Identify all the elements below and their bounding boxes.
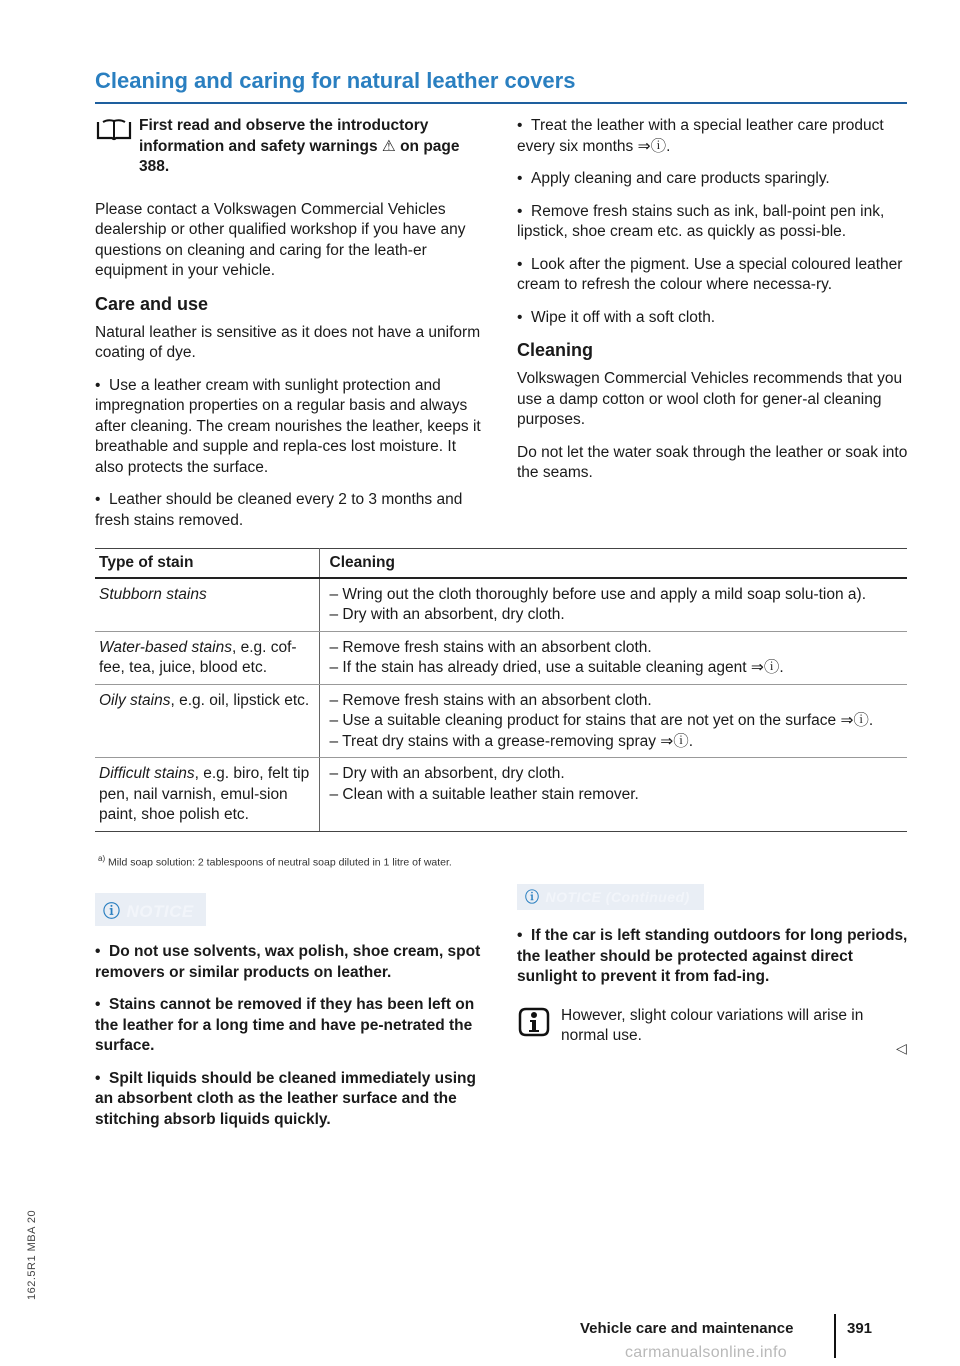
footnote-text: Mild soap solution: 2 tablespoons of neutral soap diluted in 1 litre of water. — [108, 856, 452, 869]
right-column — [517, 116, 909, 496]
column-header-cleaning: Cleaning — [319, 549, 907, 578]
table-header-row — [95, 549, 907, 578]
watermark: carmanualsonline.info — [625, 1344, 787, 1361]
cleaning-step: – Use a suitable cleaning product for stains that are not yet on the surface ⇒ⓘ. — [329, 712, 874, 729]
cleaning-paragraph: Volkswagen Commercial Vehicles recommends that you use a damp cotton or wool cloth for gener-al cleaning purposes. — [517, 370, 903, 428]
care-bullet: • Wipe it off with a soft cloth. — [517, 308, 909, 329]
care-bullet: • Look after the pigment. Use a special coloured leather cream to refresh the colour where necessa-ry. — [517, 255, 909, 296]
stain-table — [95, 548, 907, 832]
cleaning-step: – If the stain has already dried, use a suitable cleaning agent ⇒ⓘ. — [329, 659, 784, 676]
left-column — [95, 116, 487, 543]
end-of-section-icon: ◁ — [896, 1040, 907, 1056]
footnote — [98, 854, 452, 869]
stain-type-cell — [95, 758, 319, 832]
care-bullet: • Use a leather cream with sunlight protection and impregnation properties on a regular basis and always after cleaning. The cream nourishes the leather, keeps it breathable and supple and repla-ces lost moisture. It also protects the surface. — [95, 376, 487, 479]
cleaning-step: – Wring out the cloth thoroughly before use and apply a mild soap solu-tion a). — [329, 585, 867, 603]
intro-note — [95, 116, 487, 178]
cleaning-step: – Remove fresh stains with an absorbent cloth. — [329, 638, 652, 656]
stain-examples: , e.g. oil, lipstick etc. — [170, 691, 310, 709]
footer-divider — [834, 1314, 836, 1358]
stain-type-cell — [95, 631, 319, 684]
cleaning-cell — [319, 578, 907, 632]
table-row — [95, 578, 907, 632]
cleaning-heading: Cleaning — [517, 340, 594, 360]
cleaning-step: – Treat dry stains with a grease-removing spray ⇒ⓘ. — [329, 732, 694, 750]
notice-box — [95, 893, 487, 1142]
care-bullet: • Treat the leather with a special leather care product every six months ⇒ⓘ. — [517, 116, 909, 157]
contact-paragraph: Please contact a Volkswagen Commercial Vehicles dealership or other qualified workshop if you have any questions on cleaning and caring for the leath-er equipment in your vehicle. — [95, 200, 466, 279]
care-bullet: • Apply cleaning and care products sparingly. — [517, 169, 909, 190]
cleaning-cell — [319, 758, 907, 832]
notice-label: NOTICE — [126, 902, 194, 921]
document-code: 162.5R1 MBA 20 — [26, 1209, 38, 1300]
stain-type: Water-based stains — [99, 638, 232, 656]
stain-type-cell — [95, 684, 319, 758]
cleaning-step: – Dry with an absorbent, dry cloth. — [329, 606, 565, 623]
page-title: Cleaning and caring for natural leather covers — [95, 68, 907, 104]
table-row — [95, 758, 907, 832]
notice-badge — [517, 884, 704, 910]
care-bullet: • Remove fresh stains such as ink, ball-point pen ink, lipstick, shoe cream etc. as quickly as possi-ble. — [517, 202, 909, 243]
stain-type: Stubborn stains — [99, 585, 207, 603]
info-note — [517, 1006, 909, 1047]
notice-continued-box — [517, 884, 909, 1047]
notice-badge — [95, 893, 206, 926]
notice-bullet: • Spilt liquids should be cleaned immediately using an absorbent cloth as the leather surface and the stitching absorb liquids quickly. — [95, 1069, 487, 1131]
notice-bullet: • Stains cannot be removed if they has been left on the leather for a long time and have pe-netrated the surface. — [95, 995, 487, 1057]
care-heading: Care and use — [95, 293, 209, 314]
cleaning-step: – Clean with a suitable leather stain remover. — [329, 785, 639, 803]
page-number: 391 — [847, 1320, 873, 1337]
cleaning-paragraph: Do not let the water soak through the leather or soak into the seams. — [517, 443, 908, 481]
footer-section-title: Vehicle care and maintenance — [580, 1320, 794, 1337]
column-header-stain: Type of stain — [95, 549, 319, 578]
info-i-icon — [517, 1006, 551, 1038]
stain-type: Oily stains — [99, 691, 171, 709]
intro-page-ref: on page 388. — [139, 137, 460, 175]
care-bullet: • Leather should be cleaned every 2 to 3 months and fresh stains removed. — [95, 490, 487, 531]
warning-icon: ⚠ — [381, 137, 396, 155]
footnote-mark: a) — [98, 854, 106, 863]
intro-text: First read and observe the introductory information and safety warnings — [139, 117, 429, 155]
cleaning-cell — [319, 631, 907, 684]
notice-bullet: • Do not use solvents, wax polish, shoe cream, spot removers or similar products on leather. — [95, 942, 487, 983]
info-text: However, slight colour variations will arise in normal use. — [561, 1006, 864, 1044]
stain-examples: , e.g. cof-fee, tea, juice, blood etc. — [99, 638, 297, 676]
notice-bullet: • If the car is left standing outdoors for long periods, the leather should be protected against direct sunlight to prevent it from fad-ing. — [517, 926, 909, 988]
stain-examples: , e.g. biro, felt tip pen, nail varnish, emul-sion paint, shoe polish etc. — [99, 765, 310, 823]
care-intro: Natural leather is sensitive as it does not have a uniform coating of dye. — [95, 323, 481, 361]
table-row — [95, 684, 907, 758]
info-circle-icon: ⓘ — [525, 889, 540, 905]
table-row — [95, 631, 907, 684]
book-icon — [95, 118, 133, 142]
cleaning-step: – Dry with an absorbent, dry cloth. — [329, 765, 565, 782]
cleaning-cell — [319, 684, 907, 758]
stain-type: Difficult stains — [99, 765, 195, 782]
notice-label: NOTICE (Continued) — [545, 889, 690, 905]
stain-type-cell — [95, 578, 319, 632]
info-circle-icon: ⓘ — [103, 902, 121, 921]
cleaning-step: – Remove fresh stains with an absorbent cloth. — [329, 691, 652, 709]
